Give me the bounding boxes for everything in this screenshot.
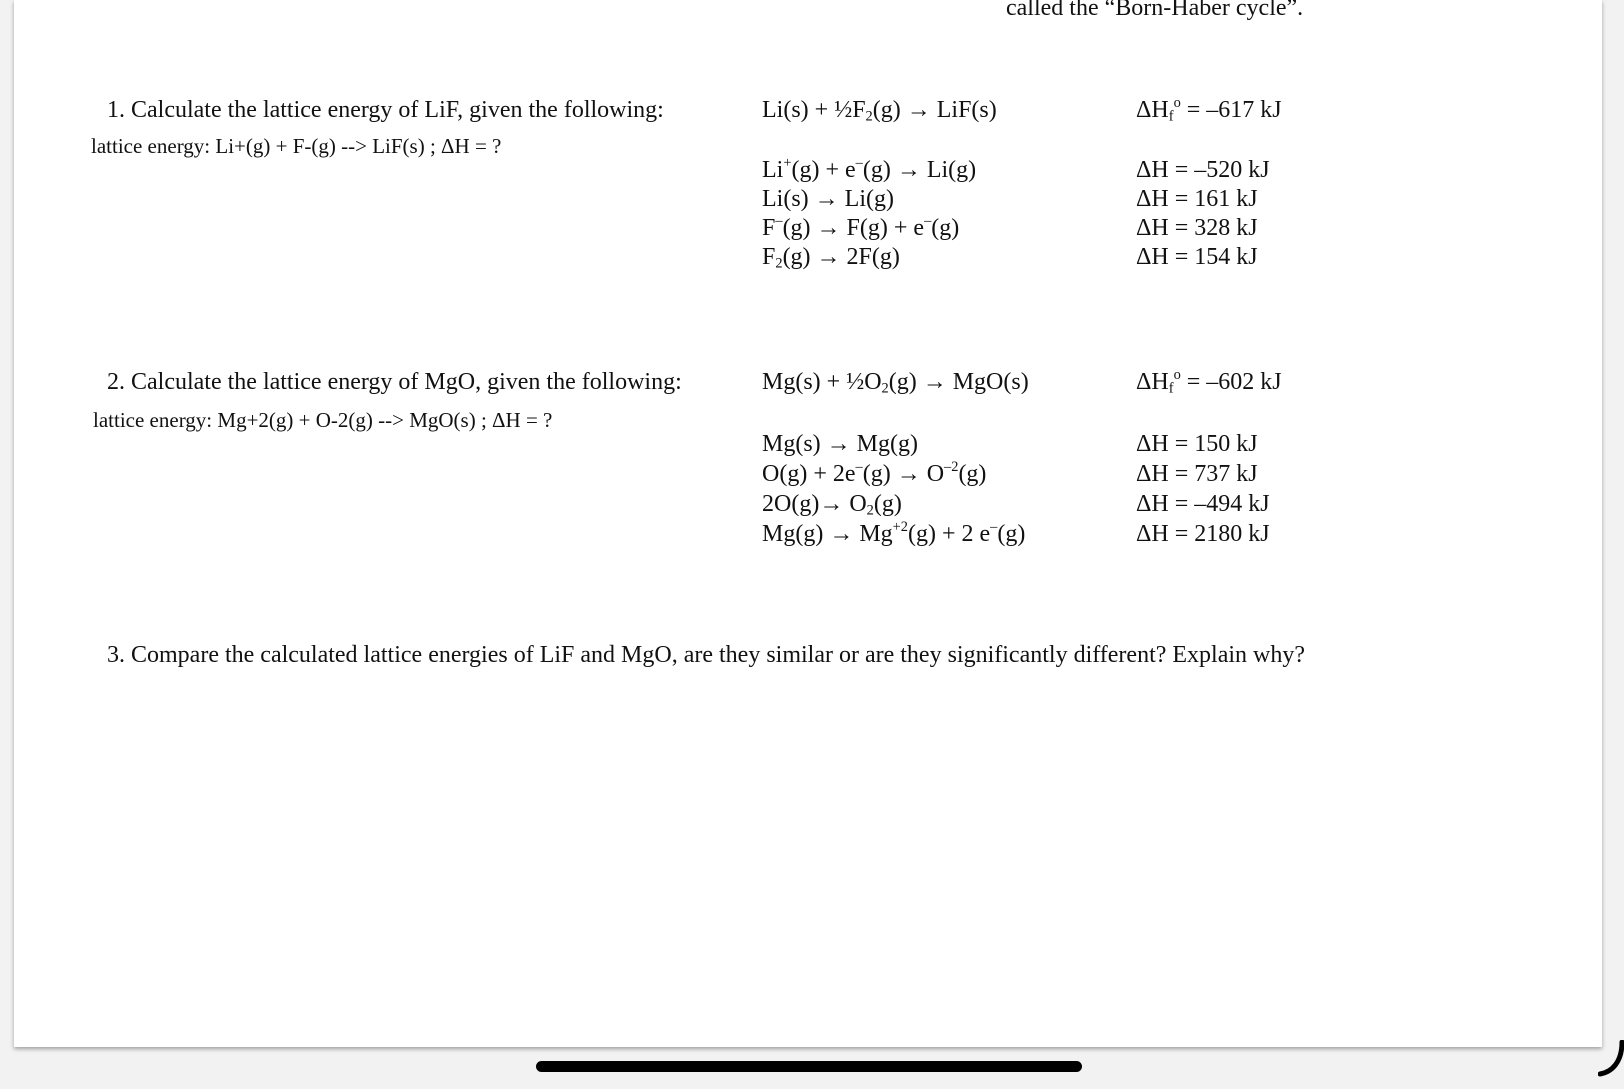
problem2-lattice-line: lattice energy: Mg+2(g) + O-2(g) --> MgO(s) ; ΔH = ? [93,408,553,432]
problem2-formation-enthalpy: $\Delta H_f^o = -602$ kJ [1136,366,1282,397]
problem1-step3-enthalpy: ΔH = 328 kJ [1136,215,1258,241]
problem1-step2-equation: Li(s) → Li(g) [762,186,894,212]
problem1-question: 1. Calculate the lattice energy of LiF, given the following: [107,97,664,123]
problem2-step1-equation: Mg(s) → Mg(g) [762,431,918,457]
problem2-question: 2. Calculate the lattice energy of MgO, given the following: [107,369,682,395]
problem2-step4-enthalpy: ΔH = 2180 kJ [1136,521,1270,547]
problem1-lattice-line: lattice energy: Li+(g) + F-(g) --> LiF(s) ; ΔH = ? [91,134,502,158]
document-page [14,0,1602,1047]
problem2-step1-enthalpy: ΔH = 150 kJ [1136,431,1258,457]
problem1-step2-enthalpy: ΔH = 161 kJ [1136,186,1258,212]
problem1-step3-equation: F–(g) → F(g) + e–(g) [762,212,960,241]
problem1-step1-equation: Li+(g) + e–(g) → Li(g) [762,154,977,183]
problem2-step4-equation: $Mg(g) \to Mg^{+2}(g) + 2$ e–(g) [762,518,1026,547]
problem1-step1-enthalpy: ΔH = –520 kJ [1136,157,1270,183]
problem2-step2-equation: $O(g) + 2e^-(g) \to O^{-2}(g)$ [762,458,987,487]
problem1-step4-enthalpy: ΔH = 154 kJ [1136,244,1258,270]
problem2-step3-equation: $2O(g)\to O_2(g)$ [762,491,902,519]
home-indicator-bar[interactable] [536,1061,1082,1072]
problem2-formation-equation: $Mg(s) + \frac{1}{2}O_2(g) \to MgO(s)$ [762,369,1029,397]
problem2-step3-enthalpy: ΔH = –494 kJ [1136,491,1270,517]
problem1-formation-equation: $Li(s) + \frac{1}{2}F_2(g) \to LiF(s)$ [762,97,997,125]
page-curl-icon [1598,1040,1624,1080]
problem1-step4-equation: $F_2(g) \to 2F(g)$ [762,244,900,272]
problem2-step2-enthalpy: ΔH = 737 kJ [1136,461,1258,487]
problem3-question: 3. Compare the calculated lattice energies of LiF and MgO, are they similar or are they significantly different? Explain why? [107,642,1306,668]
problem1-formation-enthalpy: $\Delta H_f^o = -617$ kJ [1136,94,1282,125]
header-fragment: called the “Born-Haber cycle”. [1006,0,1304,21]
